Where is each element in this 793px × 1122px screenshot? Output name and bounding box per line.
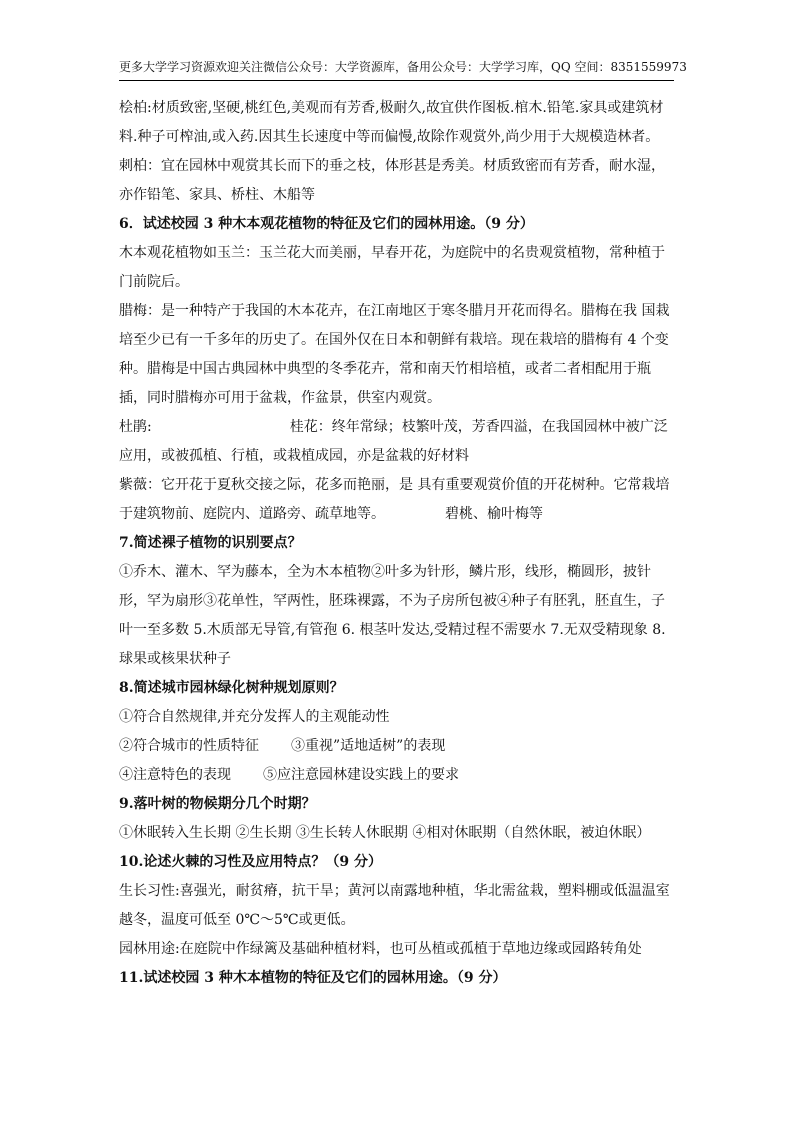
principle-4-5: ④注意特色的表现 ⑤应注意园林建设实践上的要求 [119, 767, 459, 783]
paragraph-wintersweet: 腊梅：是一种特产于我国的木本花卉，在江南地区于寒冬腊月开花而得名。腊梅在我 国栽培至少已有一千多年的历史了。在国外仅在日本和朝鲜有栽培。现在栽培的腊梅有 4 个变种。腊梅是中国古典园林中典型的冬季花卉，常和南天竹相培植，或者二者相配用于瓶插，同时腊梅亦可用于盆栽，作盆景，供室内观赏。 [119, 303, 670, 406]
crape-myrtle-text: 紫薇：它开花于夏秋交接之际，花多而艳丽，是 具有重要观赏价值的开花树种。它常栽培于建筑物前、庭院内、道路旁、疏草地等。 [119, 477, 670, 522]
firethorn-use: 园林用途:在庭院中作绿篱及基础种植材料，也可丛植或孤植于草地边缘或园路转角处 [119, 941, 642, 957]
paragraph-juniper: 桧柏:材质致密,坚硬,桃红色,美观而有芳香,极耐久,故宜供作图板.棺木.铅笔.家具或建筑材料.种子可榨油,或入药.因其生长速度中等而偏慢,故除作观赏外,尚少用于大规模造林者。 [119, 100, 664, 145]
question-7-heading: 7.简述裸子植物的识别要点？ [119, 535, 302, 551]
firethorn-habit: 生长习性:喜强光，耐贫瘠，抗干旱；黄河以南露地种植，华北需盆栽，塑料棚或低温温室越冬，温度可低至 0℃～5℃或更低。 [119, 883, 670, 928]
page-header: 更多大学学习资源欢迎关注微信公众号：大学资源库，备用公众号：大学学习库，QQ 空间：8351559973 [119, 60, 674, 81]
question-9-heading: 9.落叶树的物候期分几个时期？ [119, 796, 316, 812]
paragraph-crape-myrtle [119, 471, 675, 529]
question-10-heading: 10.论述火棘的习性及应用特点？（9 分） [119, 854, 382, 870]
phenology-periods: ①休眠转入生长期 ②生长期 ③生长转人休眠期 ④相对休眠期（自然休眠，被迫休眠） [119, 825, 651, 841]
paragraph-gymnosperm-features: ①乔木、灌木、罕为藤本，全为木本植物②叶多为针形，鳞片形，线形，椭圆形，披针形，罕为扇形③花单性，罕两性，胚珠裸露，不为子房所包被④种子有胚乳，胚直生，子叶一至多数 5.木质部无导管,有管孢 6. 根茎叶发达,受精过程不需要水 7.无双受精现象 8.球果或核果状种子 [119, 564, 666, 667]
question-11-heading: 11.试述校园 3 种木本植物的特征及它们的园林用途。（9 分） [119, 970, 507, 986]
azalea-label: 杜鹃: [119, 419, 152, 435]
osmanthus-text: 桂花：终年常绿；枝繁叶茂，芳香四溢，在我国园林中被广泛应用，或被孤植、行植，或栽植成园，亦是盆栽的好材料 [119, 419, 668, 464]
principle-2-3: ②符合城市的性质特征 ③重视”适地适树”的表现 [119, 738, 446, 754]
principle-1: ①符合自然规律,并充分发挥人的主观能动性 [119, 709, 390, 725]
question-8-heading: 8.简述城市园林绿化树种规划原则？ [119, 680, 344, 696]
document-body [119, 94, 675, 993]
paragraph-azalea-osmanthus [119, 413, 675, 471]
paragraph-prickly-juniper: 刺柏：宜在园林中观赏其长而下的垂之枝，体形甚是秀美。材质致密而有芳香，耐水湿，亦作铅笔、家具、桥柱、木船等 [119, 158, 665, 203]
peach-elm-text: 碧桃、榆叶梅等 [445, 506, 543, 522]
paragraph-magnolia: 木本观花植物如玉兰：玉兰花大而美丽，早春开花，为庭院中的名贵观赏植物，常种植于门前院后。 [119, 245, 665, 290]
question-6-heading: 6．试述校园 3 种木本观花植物的特征及它们的园林用途。（9 分） [119, 216, 534, 232]
